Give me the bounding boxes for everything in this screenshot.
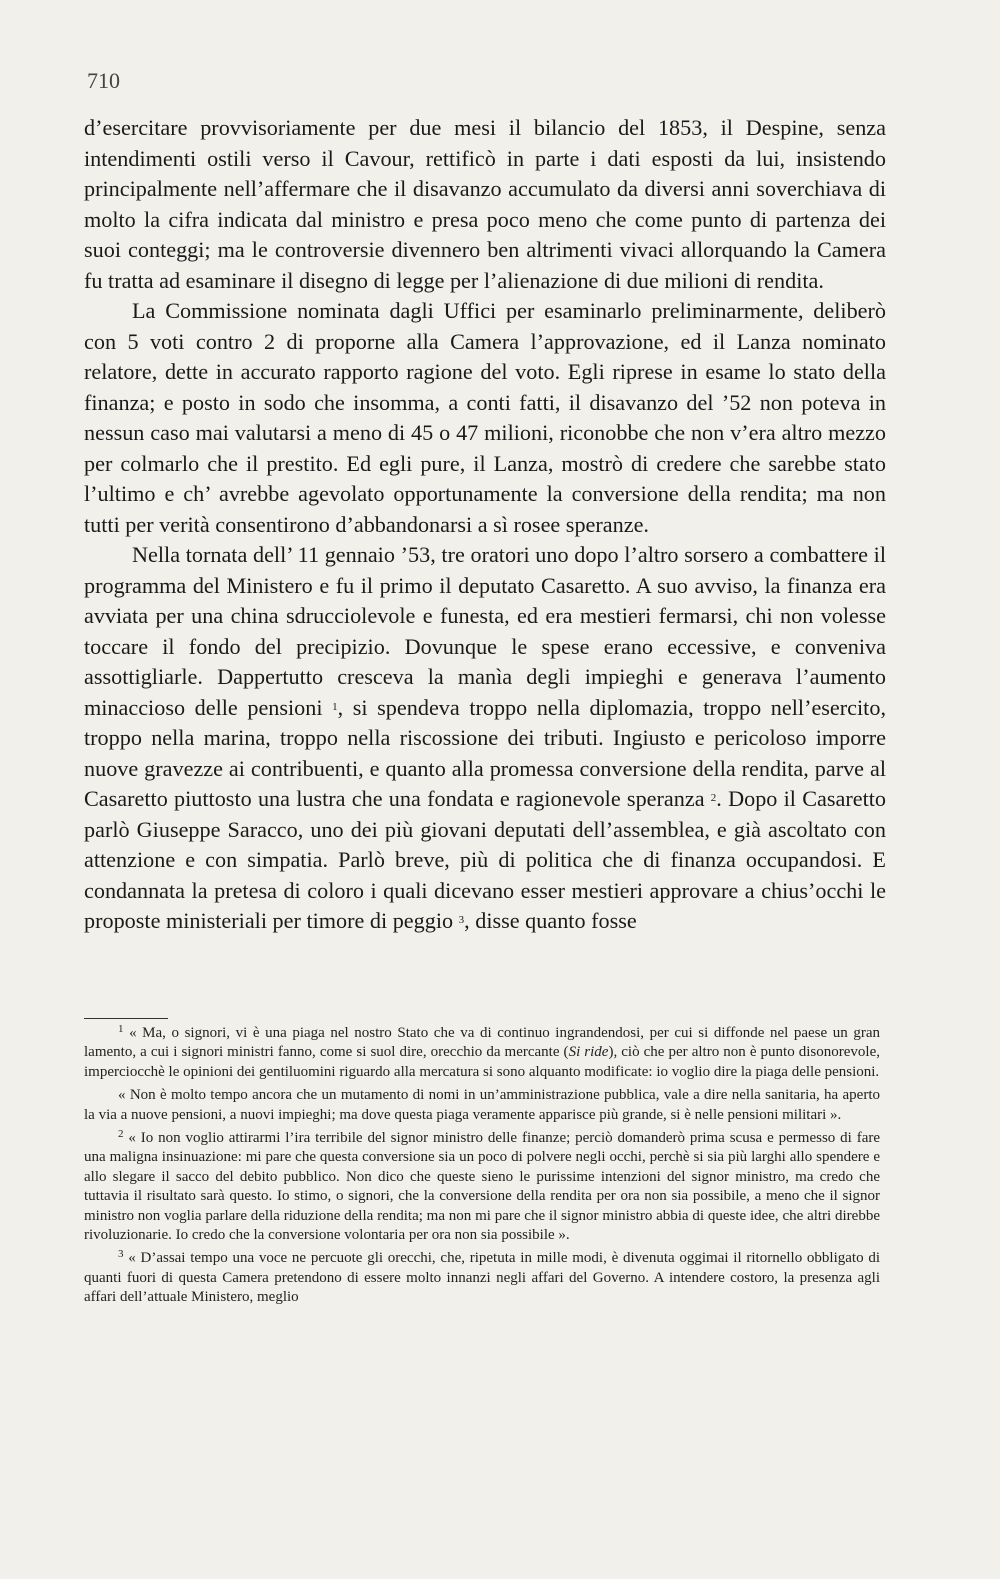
footnote-3-text: « D’assai tempo una voce ne percuote gli orecchi, che, ripetuta in mille modi, è divenuta oggimai il ritornello obbligato di quanti fuori di questa Camera pretendono di essere molto innanzi negli affari del Governo. A intendere costoro, la presenza agli affari dell’attuale Ministero, meglio xyxy=(84,1250,881,1306)
footnote-ref-3: 3 xyxy=(458,914,465,926)
footnote-3 xyxy=(84,1249,880,1307)
paragraph-3-text-a: Nella tornata dell’ 11 gennaio ’53, tre oratori uno dopo l’altro sorsero a combattere il programma del Ministero e fu il primo il deputato Casaretto. A suo avviso, la finanza era avviata per una china sdrucciolevole e funesta, ed era mestieri fermarsi, chi non volesse toccare il fondo del precipizio. Dovunque le spese erano eccessive, e conveniva assottigliarle. Dappertutto cresceva la manìa degli impieghi e generava l’aumento minaccioso delle pensioni xyxy=(84,542,886,720)
footnote-mark-2: 2 xyxy=(118,1128,124,1141)
footnote-mark-1: 1 xyxy=(118,1023,124,1035)
paragraph-3 xyxy=(84,540,886,937)
paragraph-3-text-c: . Dopo il Casaretto parlò Giuseppe Saracco, uno dei più giovani deputati dell’assemblea, e già ascoltato con attenzione e con simpatia. Parlò breve, più di politica che di finanza occupandosi. E condannata la pretesa di coloro i quali dicevano esser mestieri approvare a chius’occhi le proposte ministeriali per timore di peggio xyxy=(84,786,887,933)
footnote-1a xyxy=(84,1024,880,1082)
footnote-ref-1: 1 xyxy=(332,700,338,713)
footnote-1a-text: « Ma, o signori, vi è una piaga nel nostro Stato che va di continuo ingrandendosi, per cui si diffonde nel paese un gran lamento, a cui i signori ministri fanno, come si suol dire, orecchio da mercante ( xyxy=(84,1025,880,1061)
footnote-1b: « Non è molto tempo ancora che un mutamento di nomi in un’amministrazione pubblica, vale a dire nella sanitaria, ha aperto la via a nuove pensioni, a nuovi impieghi; ma dove questa piaga veramente apparisce più grande, si è nelle pensioni militari ». xyxy=(84,1087,880,1123)
footnote-1a-text-end: ), ciò che per altro non è punto disonorevole, imperciocchè le opinioni dei gentiluomini riguardo alla mercatura si sono alquanto modificate: io voglio dire la piaga delle pensioni. xyxy=(84,1044,880,1080)
footnote-1a-italic: Si ride xyxy=(568,1044,609,1061)
paragraph-1: d’esercitare provvisoriamente per due mesi il bilancio del 1853, il Despine, senza intendimenti ostili verso il Cavour, rettificò in parte i dati esposti da lui, insistendo principalmente nell’affermare che il disavanzo accumulato da diversi anni soverchiava di molto la cifra indicata dal ministro e presa poco meno che come punto di partenza dei suoi conteggi; ma le controversie divennero ben altrimenti vivaci allorquando la Camera fu tratta ad esaminare il disegno di legge per l’alienazione di due milioni di rendita. xyxy=(84,115,886,293)
paragraph-3-text-d: , disse quanto fosse xyxy=(464,908,637,933)
paragraph-2: La Commissione nominata dagli Uffici per esaminarlo preliminarmente, deliberò con 5 voti contro 2 di proporne alla Camera l’approvazione, ed il Lanza nominato relatore, dette in accurato rapporto ragione del voto. Egli riprese in esame lo stato della finanza; e posto in sodo che insomma, a conti fatti, il disavanzo del ’52 non poteva in nessun caso mai valutarsi a meno di 45 o 47 milioni, riconobbe che non v’era altro mezzo per colmarlo che il prestito. Ed egli pure, il Lanza, mostrò di credere che sarebbe stato l’ultimo e ch’ avrebbe agevolato opportunamente la conversione della rendita; ma non tutti per verità consentirono d’abbandonarsi a sì rosee speranze. xyxy=(84,298,886,537)
footnote-separator xyxy=(84,1018,168,1019)
footnote-mark-3: 3 xyxy=(118,1248,124,1261)
footnotes xyxy=(84,1024,880,1312)
footnote-ref-2: 2 xyxy=(710,792,717,804)
page-number: 710 xyxy=(87,68,120,93)
footnote-2-text: « Io non voglio attirarmi l’ira terribile del signor ministro delle finanze; perciò domanderò prima scusa e permesso di fare una maligna insinuazione: mi pare che questa conversione sia un poco di polvere negli occhi, perchè si sia più larghi allo spendere e allo slegare il sacco del debito pubblico. Non dico che queste sieno le purissime intenzioni del signor ministro, ma credo che tuttavia il risultato sarà questo. Io stimo, o signori, che la conversione della rendita per ora non sia possibile, a meno che il signor ministro non voglia parlare della riduzione della rendita; ma non mi pare che il signor ministro abbia di queste idee, che altri direbbe rivoluzionarie. Io credo che la conversione volontaria per ora non sia possibile ». xyxy=(84,1130,881,1244)
footnote-2 xyxy=(84,1129,880,1245)
paragraph-3-text-b: , si spendeva troppo nella diplomazia, troppo nell’esercito, troppo nella marina, troppo nella riscossione dei tributi. Ingiusto e pericoloso imporre nuove gravezze ai contribuenti, e quanto alla promessa conversione della rendita, parve al Casaretto piuttosto una lustra che una fondata e ragionevole speranza xyxy=(84,694,886,811)
main-text xyxy=(84,113,886,937)
